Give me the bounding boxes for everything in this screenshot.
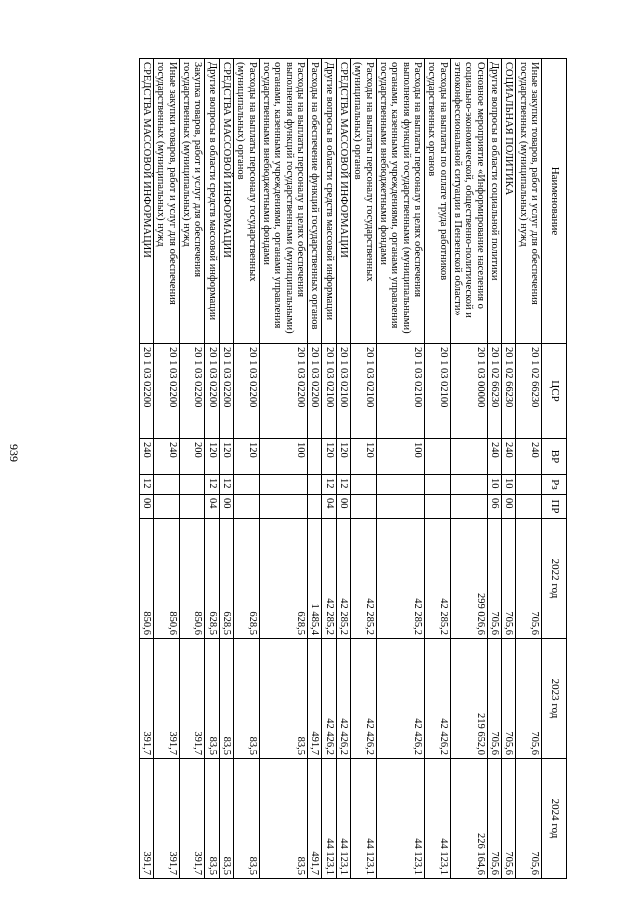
cell-csr: 20 1 03 02100 [336, 344, 350, 439]
cell-2022: 628,5 [234, 519, 260, 639]
cell-csr: 20 1 03 00000 [450, 344, 487, 439]
cell-2023: 391,7 [154, 639, 180, 759]
cell-2022: 42 285,2 [351, 519, 377, 639]
cell-2024: 44 123,1 [376, 759, 424, 879]
cell-2023: 83,5 [234, 639, 260, 759]
cell-rz: 12 [336, 475, 350, 495]
cell-2024: 391,7 [139, 759, 153, 879]
budget-table [139, 58, 567, 879]
table-row [322, 59, 336, 879]
cell-name: Другие вопросы в области средств массовой информации [205, 59, 219, 344]
cell-pr [516, 495, 542, 519]
cell-2024: 44 123,1 [336, 759, 350, 879]
cell-vr [450, 439, 487, 475]
cell-2024: 705,6 [487, 759, 501, 879]
table-row [154, 59, 180, 879]
cell-pr: 04 [322, 495, 336, 519]
cell-pr [234, 495, 260, 519]
cell-rz [259, 475, 307, 495]
cell-2024: 83,5 [205, 759, 219, 879]
cell-csr: 20 1 03 02200 [234, 344, 260, 439]
column-header-2023: 2023 год [542, 639, 567, 759]
cell-vr: 120 [351, 439, 377, 475]
table-row [234, 59, 260, 879]
cell-2024: 83,5 [219, 759, 233, 879]
cell-csr: 20 1 03 02100 [425, 344, 451, 439]
cell-csr: 20 1 03 02200 [205, 344, 219, 439]
cell-csr: 20 1 03 02200 [139, 344, 153, 439]
table-row [336, 59, 350, 879]
cell-2024: 226 164,6 [450, 759, 487, 879]
cell-vr: 100 [376, 439, 424, 475]
cell-2022: 1 485,4 [308, 519, 322, 639]
cell-vr: 240 [516, 439, 542, 475]
table-row [351, 59, 377, 879]
cell-2023: 491,7 [308, 639, 322, 759]
cell-rz [450, 475, 487, 495]
cell-rz [376, 475, 424, 495]
cell-csr: 20 1 02 66230 [502, 344, 516, 439]
column-header-vr: ВР [542, 439, 567, 475]
cell-rz: 12 [219, 475, 233, 495]
cell-2022: 850,6 [139, 519, 153, 639]
cell-name: Расходы на обеспечение функций государственных органов [308, 59, 322, 344]
cell-2022: 850,6 [179, 519, 205, 639]
cell-pr: 00 [219, 495, 233, 519]
cell-2024: 83,5 [234, 759, 260, 879]
cell-2023: 42 426,2 [351, 639, 377, 759]
cell-2022: 628,5 [205, 519, 219, 639]
cell-rz: 12 [205, 475, 219, 495]
table-row [139, 59, 153, 879]
cell-2023: 705,6 [502, 639, 516, 759]
cell-2023: 42 426,2 [376, 639, 424, 759]
cell-vr: 240 [139, 439, 153, 475]
cell-csr: 20 1 03 02200 [219, 344, 233, 439]
cell-rz [425, 475, 451, 495]
table-row [259, 59, 307, 879]
cell-vr: 240 [154, 439, 180, 475]
cell-2023: 83,5 [219, 639, 233, 759]
cell-vr: 120 [219, 439, 233, 475]
cell-rz: 12 [139, 475, 153, 495]
cell-2023: 705,6 [487, 639, 501, 759]
table-row [179, 59, 205, 879]
cell-2024: 705,6 [516, 759, 542, 879]
cell-pr [450, 495, 487, 519]
table-row [425, 59, 451, 879]
cell-pr [376, 495, 424, 519]
cell-2024: 705,6 [502, 759, 516, 879]
cell-rz [179, 475, 205, 495]
cell-2024: 83,5 [259, 759, 307, 879]
cell-2023: 705,6 [516, 639, 542, 759]
cell-2023: 83,5 [259, 639, 307, 759]
cell-rz: 10 [487, 475, 501, 495]
cell-rz: 12 [322, 475, 336, 495]
cell-2023: 391,7 [179, 639, 205, 759]
column-header-2022: 2022 год [542, 519, 567, 639]
cell-csr: 20 1 03 02200 [308, 344, 322, 439]
cell-2022: 628,5 [219, 519, 233, 639]
page-number: 939 [7, 444, 21, 462]
column-header-rz: Рз [542, 475, 567, 495]
cell-vr: 120 [205, 439, 219, 475]
cell-csr: 20 1 03 02100 [322, 344, 336, 439]
cell-csr: 20 1 02 66230 [487, 344, 501, 439]
cell-name: Расходы на выплаты по оплате труда работников государственных органов [425, 59, 451, 344]
cell-pr [351, 495, 377, 519]
cell-rz [308, 475, 322, 495]
cell-vr [425, 439, 451, 475]
cell-pr [425, 495, 451, 519]
cell-2022: 705,6 [502, 519, 516, 639]
cell-name: Иные закупки товаров, работ и услуг для обеспечения государственных (муниципальных) нужд [154, 59, 180, 344]
cell-2023: 83,5 [205, 639, 219, 759]
cell-2024: 491,7 [308, 759, 322, 879]
cell-csr: 20 1 03 02200 [179, 344, 205, 439]
cell-2023: 219 652,0 [450, 639, 487, 759]
cell-name: Другие вопросы в области социальной политики [487, 59, 501, 344]
column-header-2024: 2024 год [542, 759, 567, 879]
cell-vr: 120 [336, 439, 350, 475]
cell-csr: 20 1 03 02100 [376, 344, 424, 439]
cell-2022: 42 285,2 [336, 519, 350, 639]
column-header-name: Наименование [542, 59, 567, 344]
table-row [308, 59, 322, 879]
cell-pr: 00 [139, 495, 153, 519]
cell-pr [154, 495, 180, 519]
cell-2022: 705,6 [487, 519, 501, 639]
cell-2022: 42 285,2 [425, 519, 451, 639]
table-row [450, 59, 487, 879]
cell-vr: 100 [259, 439, 307, 475]
cell-name: Другие вопросы в области средств массовой информации [322, 59, 336, 344]
table-container [139, 58, 567, 878]
cell-name: Расходы на выплаты персоналу в целях обеспечения выполнения функций государственными (муниципальными) органами, казенными учреждениями, органами управления государственными внебюджетными фондами [376, 59, 424, 344]
cell-2024: 391,7 [179, 759, 205, 879]
cell-name: СРЕДСТВА МАССОВОЙ ИНФОРМАЦИИ [336, 59, 350, 344]
cell-csr: 20 1 03 02200 [259, 344, 307, 439]
cell-name: Иные закупки товаров, работ и услуг для обеспечения государственных (муниципальных) нужд [516, 59, 542, 344]
cell-rz [154, 475, 180, 495]
table-row [487, 59, 501, 879]
header-row [542, 59, 567, 879]
cell-name: Основное мероприятие «Информирование населения о социально-экономической, общественно-политической и этноконфессиональной ситуации в Пензенской области» [450, 59, 487, 344]
column-header-csr: ЦСР [542, 344, 567, 439]
cell-pr: 00 [502, 495, 516, 519]
cell-2023: 42 426,2 [322, 639, 336, 759]
cell-csr: 20 1 03 02100 [351, 344, 377, 439]
cell-2024: 44 123,1 [322, 759, 336, 879]
cell-vr [308, 439, 322, 475]
cell-2024: 44 123,1 [351, 759, 377, 879]
cell-vr: 120 [322, 439, 336, 475]
cell-pr: 00 [336, 495, 350, 519]
table-row [502, 59, 516, 879]
cell-pr [308, 495, 322, 519]
cell-csr: 20 1 02 66230 [516, 344, 542, 439]
cell-2023: 391,7 [139, 639, 153, 759]
cell-name: СОЦИАЛЬНАЯ ПОЛИТИКА [502, 59, 516, 344]
cell-2022: 705,6 [516, 519, 542, 639]
cell-pr: 06 [487, 495, 501, 519]
cell-name: Расходы на выплаты персоналу государственных (муниципальных) органов [234, 59, 260, 344]
cell-name: СРЕДСТВА МАССОВОЙ ИНФОРМАЦИИ [139, 59, 153, 344]
cell-2023: 42 426,2 [425, 639, 451, 759]
cell-pr: 04 [205, 495, 219, 519]
cell-rz: 10 [502, 475, 516, 495]
cell-2023: 42 426,2 [336, 639, 350, 759]
cell-vr: 200 [179, 439, 205, 475]
cell-pr [179, 495, 205, 519]
cell-pr [259, 495, 307, 519]
cell-name: Расходы на выплаты персоналу государственных (муниципальных) органов [351, 59, 377, 344]
table-row [219, 59, 233, 879]
table-row [205, 59, 219, 879]
cell-name: СРЕДСТВА МАССОВОЙ ИНФОРМАЦИИ [219, 59, 233, 344]
cell-2022: 42 285,2 [322, 519, 336, 639]
cell-2024: 44 123,1 [425, 759, 451, 879]
cell-vr: 240 [487, 439, 501, 475]
table-body [139, 59, 541, 879]
column-header-pr: ПР [542, 495, 567, 519]
table-row [376, 59, 424, 879]
cell-2024: 391,7 [154, 759, 180, 879]
cell-csr: 20 1 03 02200 [154, 344, 180, 439]
table-row [516, 59, 542, 879]
cell-vr: 240 [502, 439, 516, 475]
cell-2022: 42 285,2 [376, 519, 424, 639]
cell-2022: 299 026,6 [450, 519, 487, 639]
cell-2022: 628,5 [259, 519, 307, 639]
cell-rz [516, 475, 542, 495]
cell-2022: 850,6 [154, 519, 180, 639]
cell-name: Закупка товаров, работ и услуг для обеспечения государственных (муниципальных) нужд [179, 59, 205, 344]
cell-rz [234, 475, 260, 495]
cell-rz [351, 475, 377, 495]
cell-vr: 120 [234, 439, 260, 475]
cell-name: Расходы на выплаты персоналу в целях обеспечения выполнения функций государственными (муниципальными) органами, казенными учреждениями, органами управления государственными внебюджетными фондами [259, 59, 307, 344]
